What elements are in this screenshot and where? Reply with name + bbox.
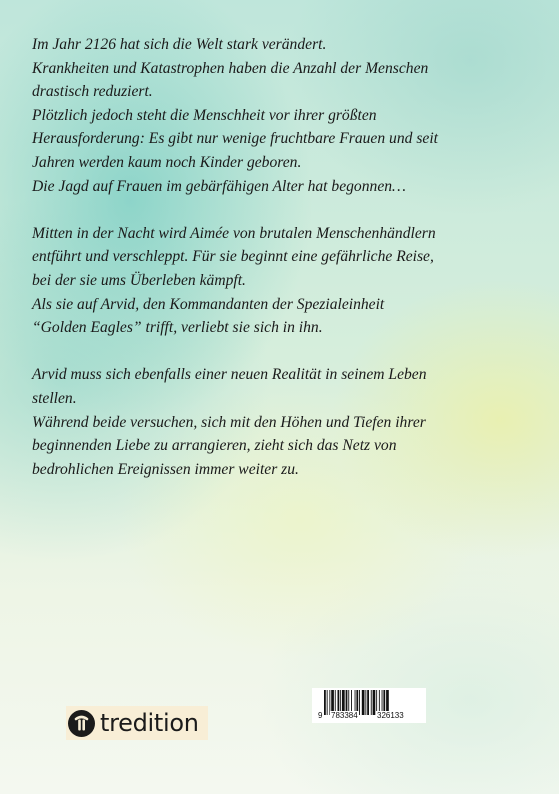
blurb-paragraph-1	[32, 33, 512, 198]
blurb-line: Mitten in der Nacht wird Aimée von brutalen Menschenhändlern	[32, 224, 436, 242]
blurb-paragraph-3	[32, 363, 512, 481]
barcode-digits	[312, 711, 426, 723]
blurb-paragraph-2	[32, 222, 512, 340]
blurb-line: stellen.	[32, 389, 77, 407]
barcode-digit-first: 9	[318, 711, 323, 720]
publisher-name: tredition	[100, 709, 199, 737]
blurb-line: Während beide versuchen, sich mit den Höhen und Tiefen ihrer	[32, 413, 426, 431]
barcode-digit-group-1: 783384	[331, 711, 358, 720]
blurb-line: “Golden Eagles” trifft, verliebt sie sich in ihn.	[32, 319, 323, 337]
blurb-line: drastisch reduziert.	[32, 83, 153, 101]
blurb-line: Als sie auf Arvid, den Kommandanten der Spezialeinheit	[32, 295, 385, 313]
publisher-logo	[66, 706, 208, 740]
blurb-line: Herausforderung: Es gibt nur wenige fruchtbare Frauen und seit	[32, 130, 438, 148]
tredition-logo-icon	[68, 710, 95, 737]
blurb-line: beginnenden Liebe zu arrangieren, zieht sich das Netz von	[32, 437, 397, 455]
blurb-line: Die Jagd auf Frauen im gebärfähigen Alter hat begonnen…	[32, 177, 406, 195]
barcode-digit-group-2: 326133	[377, 711, 404, 720]
blurb-line: bei der sie ums Überleben kämpft.	[32, 271, 246, 289]
blurb-line: entführt und verschleppt. Für sie beginnt eine gefährliche Reise,	[32, 248, 434, 266]
blurb-line: bedrohlichen Ereignissen immer weiter zu.	[32, 460, 299, 478]
back-cover-blurb	[32, 33, 512, 505]
blurb-line: Im Jahr 2126 hat sich die Welt stark verändert.	[32, 36, 327, 53]
blurb-line: Jahren werden kaum noch Kinder geboren.	[32, 153, 302, 171]
blurb-line: Arvid muss sich ebenfalls einer neuen Realität in seinem Leben	[32, 366, 427, 384]
blurb-line: Plötzlich jedoch steht die Menschheit vor ihrer größten	[32, 106, 377, 124]
blurb-line: Krankheiten und Katastrophen haben die Anzahl der Menschen	[32, 59, 429, 77]
